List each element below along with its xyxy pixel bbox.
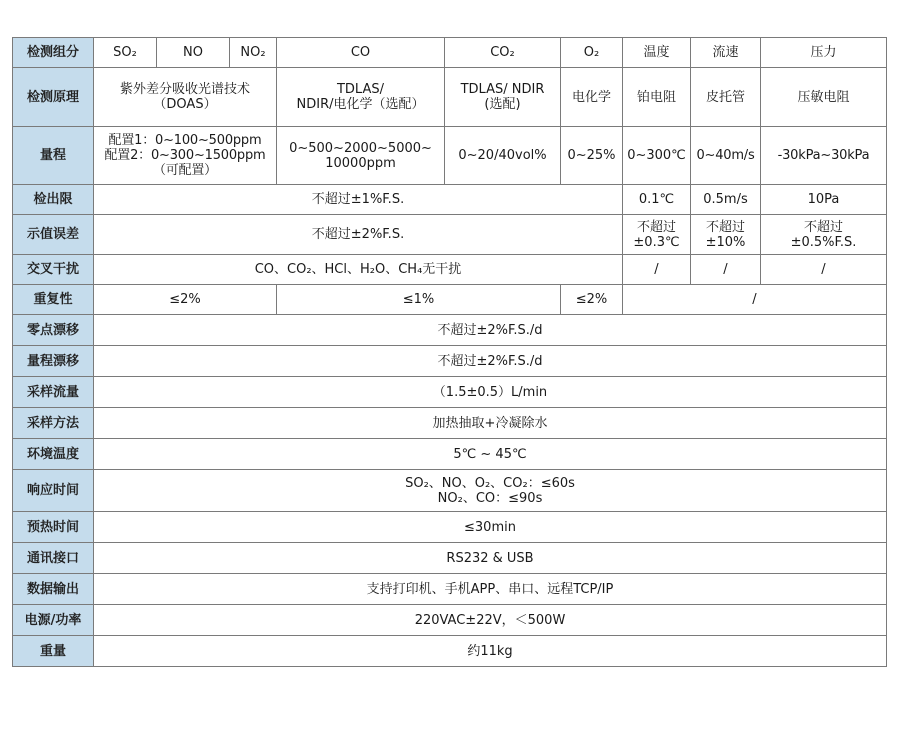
range-flow: 0~40m/s	[691, 127, 761, 185]
comm-value: RS232 & USB	[94, 543, 887, 574]
interference-flow: /	[691, 255, 761, 285]
header-principle: 检测原理	[13, 68, 94, 127]
ambient-temp-value: 5℃ ~ 45℃	[94, 439, 887, 470]
cell-pressure: 压力	[761, 38, 887, 68]
sampling-method-value: 加热抽取+冷凝除水	[94, 408, 887, 439]
span-drift-value: 不超过±2%F.S./d	[94, 346, 887, 377]
header-sampling-method: 采样方法	[13, 408, 94, 439]
row-interference	[13, 255, 887, 285]
weight-value: 约11kg	[94, 636, 887, 667]
row-ambient-temp	[13, 439, 887, 470]
indication-error-flow: 不超过 ±10%	[691, 215, 761, 255]
response-time-value: SO₂、NO、O₂、CO₂：≤60s NO₂、CO：≤90s	[94, 470, 887, 512]
spec-table	[12, 37, 887, 667]
row-sampling-method	[13, 408, 887, 439]
row-principle	[13, 68, 887, 127]
cell-no: NO	[157, 38, 230, 68]
header-output: 数据输出	[13, 574, 94, 605]
cell-co: CO	[277, 38, 445, 68]
header-repeatability: 重复性	[13, 285, 94, 315]
row-preheat	[13, 512, 887, 543]
principle-co2: TDLAS/ NDIR (选配)	[445, 68, 561, 127]
row-component	[13, 38, 887, 68]
range-o2: 0~25%	[561, 127, 623, 185]
principle-co: TDLAS/ NDIR/电化学（选配）	[277, 68, 445, 127]
flow-value: （1.5±0.5）L/min	[94, 377, 887, 408]
repeatability-co-co2: ≤1%	[277, 285, 561, 315]
principle-o2: 电化学	[561, 68, 623, 127]
interference-pressure: /	[761, 255, 887, 285]
row-indication-error	[13, 215, 887, 255]
row-zero-drift	[13, 315, 887, 346]
header-weight: 重量	[13, 636, 94, 667]
header-power: 电源/功率	[13, 605, 94, 636]
range-doas: 配置1：0~100~500ppm 配置2：0~300~1500ppm （可配置）	[94, 127, 277, 185]
header-response-time: 响应时间	[13, 470, 94, 512]
repeatability-o2: ≤2%	[561, 285, 623, 315]
header-ambient-temp: 环境温度	[13, 439, 94, 470]
range-co: 0~500~2000~5000~ 10000ppm	[277, 127, 445, 185]
header-component: 检测组分	[13, 38, 94, 68]
indication-error-gas: 不超过±2%F.S.	[94, 215, 623, 255]
row-weight	[13, 636, 887, 667]
row-flow	[13, 377, 887, 408]
interference-gas: CO、CO₂、HCl、H₂O、CH₄无干扰	[94, 255, 623, 285]
row-repeatability	[13, 285, 887, 315]
cell-no2: NO₂	[230, 38, 277, 68]
cell-o2: O₂	[561, 38, 623, 68]
cell-flow: 流速	[691, 38, 761, 68]
row-output	[13, 574, 887, 605]
interference-temp: /	[623, 255, 691, 285]
detection-limit-pressure: 10Pa	[761, 185, 887, 215]
header-detection-limit: 检出限	[13, 185, 94, 215]
header-indication-error: 示值误差	[13, 215, 94, 255]
range-temp: 0~300℃	[623, 127, 691, 185]
header-range: 量程	[13, 127, 94, 185]
header-flow: 采样流量	[13, 377, 94, 408]
power-value: 220VAC±22V，＜500W	[94, 605, 887, 636]
cell-co2: CO₂	[445, 38, 561, 68]
principle-pressure: 压敏电阻	[761, 68, 887, 127]
cell-temp: 温度	[623, 38, 691, 68]
preheat-value: ≤30min	[94, 512, 887, 543]
header-zero-drift: 零点漂移	[13, 315, 94, 346]
range-co2: 0~20/40vol%	[445, 127, 561, 185]
principle-temp: 铂电阻	[623, 68, 691, 127]
principle-doas: 紫外差分吸收光谱技术 （DOAS）	[94, 68, 277, 127]
row-comm	[13, 543, 887, 574]
principle-flow: 皮托管	[691, 68, 761, 127]
indication-error-temp: 不超过 ±0.3℃	[623, 215, 691, 255]
row-detection-limit	[13, 185, 887, 215]
output-value: 支持打印机、手机APP、串口、远程TCP/IP	[94, 574, 887, 605]
header-interference: 交叉干扰	[13, 255, 94, 285]
row-response-time	[13, 470, 887, 512]
detection-limit-gas: 不超过±1%F.S.	[94, 185, 623, 215]
header-span-drift: 量程漂移	[13, 346, 94, 377]
detection-limit-temp: 0.1℃	[623, 185, 691, 215]
range-pressure: -30kPa~30kPa	[761, 127, 887, 185]
header-comm: 通讯接口	[13, 543, 94, 574]
detection-limit-flow: 0.5m/s	[691, 185, 761, 215]
repeatability-doas: ≤2%	[94, 285, 277, 315]
cell-so2: SO₂	[94, 38, 157, 68]
repeatability-others: /	[623, 285, 887, 315]
header-preheat: 预热时间	[13, 512, 94, 543]
row-power	[13, 605, 887, 636]
zero-drift-value: 不超过±2%F.S./d	[94, 315, 887, 346]
indication-error-pressure: 不超过 ±0.5%F.S.	[761, 215, 887, 255]
row-range	[13, 127, 887, 185]
row-span-drift	[13, 346, 887, 377]
